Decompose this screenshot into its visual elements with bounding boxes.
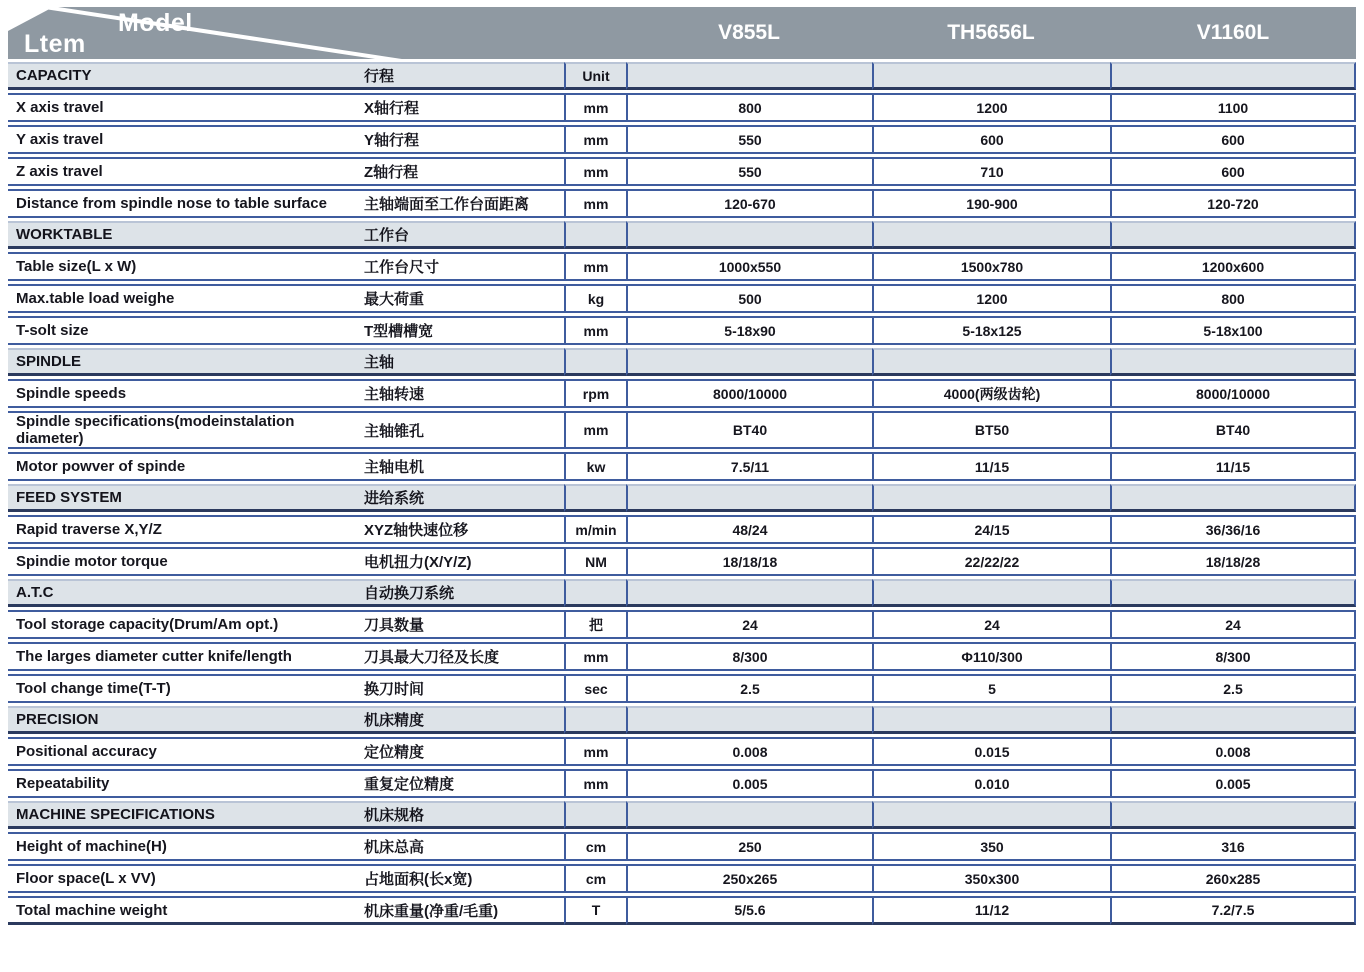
spec-value-v855l: 0.008: [626, 737, 872, 766]
spec-row: [8, 189, 1356, 218]
section-title-en: WORKTABLE: [8, 221, 364, 249]
spec-value-v1160l: 36/36/16: [1110, 515, 1356, 544]
spec-value-th5656l: 4000(两级齿轮): [872, 379, 1110, 408]
spec-row: [8, 316, 1356, 345]
section-title-en: MACHINE SPECIFICATIONS: [8, 801, 364, 829]
spec-name-zh: 最大荷重: [364, 284, 564, 313]
unit-column-header: [564, 484, 626, 512]
spec-row: [8, 896, 1356, 925]
spec-name-en: Tool change time(T-T): [8, 674, 364, 703]
spec-name-en: Positional accuracy: [8, 737, 364, 766]
section-header-row: [8, 348, 1356, 376]
spec-value-th5656l: 350x300: [872, 864, 1110, 893]
section-spacer-cell: [872, 62, 1110, 90]
spec-value-th5656l: 22/22/22: [872, 547, 1110, 576]
spec-name-zh: XYZ轴快速位移: [364, 515, 564, 544]
section-spacer-cell: [626, 348, 872, 376]
spec-unit: mm: [564, 93, 626, 122]
spec-name-zh: 定位精度: [364, 737, 564, 766]
section-spacer-cell: [1110, 62, 1356, 90]
section-header-row: [8, 801, 1356, 829]
model-axis-label: Model: [118, 9, 193, 37]
unit-column-header: [564, 348, 626, 376]
spec-value-v855l: 800: [626, 93, 872, 122]
spec-name-zh: T型槽槽宽: [364, 316, 564, 345]
section-spacer-cell: [626, 801, 872, 829]
spec-value-th5656l: 1500x780: [872, 252, 1110, 281]
spec-row: [8, 737, 1356, 766]
spec-value-v855l: 48/24: [626, 515, 872, 544]
section-spacer-cell: [872, 801, 1110, 829]
header-corner: [8, 7, 626, 59]
spec-row: [8, 252, 1356, 281]
spec-value-th5656l: 600: [872, 125, 1110, 154]
spec-value-th5656l: 5-18x125: [872, 316, 1110, 345]
spec-name-zh: 机床总高: [364, 832, 564, 861]
section-title-zh: 自动换刀系统: [364, 579, 564, 607]
spec-unit: cm: [564, 864, 626, 893]
spec-value-v1160l: 8000/10000: [1110, 379, 1356, 408]
spec-value-th5656l: 0.010: [872, 769, 1110, 798]
spec-unit: mm: [564, 642, 626, 671]
spec-name-zh: 主轴转速: [364, 379, 564, 408]
model-column-th5656l: TH5656L: [872, 7, 1110, 59]
spec-value-v855l: 18/18/18: [626, 547, 872, 576]
spec-value-v1160l: 24: [1110, 610, 1356, 639]
spec-value-v1160l: 260x285: [1110, 864, 1356, 893]
spec-value-v855l: 550: [626, 125, 872, 154]
model-column-v1160l: V1160L: [1110, 7, 1356, 59]
spec-unit: mm: [564, 411, 626, 449]
spec-unit: mm: [564, 125, 626, 154]
section-spacer-cell: [1110, 706, 1356, 734]
spec-value-v1160l: 316: [1110, 832, 1356, 861]
spec-name-zh: 换刀时间: [364, 674, 564, 703]
section-title-en: A.T.C: [8, 579, 364, 607]
spec-row: [8, 93, 1356, 122]
spec-value-th5656l: 710: [872, 157, 1110, 186]
item-axis-label: Ltem: [24, 30, 86, 58]
unit-column-header: [564, 221, 626, 249]
section-title-zh: 行程: [364, 62, 564, 90]
spec-value-v1160l: 800: [1110, 284, 1356, 313]
section-spacer-cell: [872, 706, 1110, 734]
spec-value-v1160l: BT40: [1110, 411, 1356, 449]
spec-value-v855l: 120-670: [626, 189, 872, 218]
spec-value-v855l: 0.005: [626, 769, 872, 798]
spec-unit: m/min: [564, 515, 626, 544]
spec-row: [8, 515, 1356, 544]
spec-value-th5656l: 5: [872, 674, 1110, 703]
section-spacer-cell: [1110, 348, 1356, 376]
section-spacer-cell: [872, 579, 1110, 607]
model-column-v855l: V855L: [626, 7, 872, 59]
section-title-zh: 进给系统: [364, 484, 564, 512]
table-header-row: [8, 7, 1356, 59]
section-spacer-cell: [626, 579, 872, 607]
diagonal-divider: [8, 7, 626, 59]
spec-name-zh: 占地面积(长x宽): [364, 864, 564, 893]
spec-value-v1160l: 600: [1110, 125, 1356, 154]
spec-value-v1160l: 2.5: [1110, 674, 1356, 703]
spec-value-v1160l: 18/18/28: [1110, 547, 1356, 576]
section-header-row: [8, 484, 1356, 512]
section-title-en: SPINDLE: [8, 348, 364, 376]
spec-value-th5656l: 1200: [872, 284, 1110, 313]
spec-name-en: Repeatability: [8, 769, 364, 798]
section-header-row: [8, 579, 1356, 607]
section-spacer-cell: [872, 221, 1110, 249]
spec-row: [8, 379, 1356, 408]
section-spacer-cell: [872, 348, 1110, 376]
spec-value-th5656l: 24: [872, 610, 1110, 639]
spec-name-en: Z axis travel: [8, 157, 364, 186]
spec-value-v1160l: 5-18x100: [1110, 316, 1356, 345]
spec-unit: mm: [564, 157, 626, 186]
spec-value-v855l: 250x265: [626, 864, 872, 893]
spec-unit: T: [564, 896, 626, 925]
spec-name-en: Tool storage capacity(Drum/Am opt.): [8, 610, 364, 639]
spec-value-v1160l: 120-720: [1110, 189, 1356, 218]
section-title-zh: 机床精度: [364, 706, 564, 734]
spec-name-zh: 刀具数量: [364, 610, 564, 639]
spec-name-en: X axis travel: [8, 93, 364, 122]
spec-value-v855l: 24: [626, 610, 872, 639]
spec-value-v1160l: 0.005: [1110, 769, 1356, 798]
spec-name-zh: Y轴行程: [364, 125, 564, 154]
spec-unit: cm: [564, 832, 626, 861]
spec-unit: mm: [564, 252, 626, 281]
spec-row: [8, 125, 1356, 154]
spec-value-v855l: 5-18x90: [626, 316, 872, 345]
spec-name-en: T-solt size: [8, 316, 364, 345]
section-title-en: FEED SYSTEM: [8, 484, 364, 512]
section-spacer-cell: [626, 62, 872, 90]
section-title-en: CAPACITY: [8, 62, 364, 90]
spec-name-en: Distance from spindle nose to table surface: [8, 189, 364, 218]
unit-column-header: [564, 706, 626, 734]
spec-row: [8, 411, 1356, 449]
spec-value-th5656l: BT50: [872, 411, 1110, 449]
spec-value-v855l: 2.5: [626, 674, 872, 703]
section-spacer-cell: [626, 484, 872, 512]
spec-name-en: Floor space(L x VV): [8, 864, 364, 893]
spec-value-v1160l: 8/300: [1110, 642, 1356, 671]
spec-row: [8, 864, 1356, 893]
spec-name-en: Total machine weight: [8, 896, 364, 925]
spec-value-v1160l: 1200x600: [1110, 252, 1356, 281]
spec-name-zh: X轴行程: [364, 93, 564, 122]
spec-value-th5656l: 24/15: [872, 515, 1110, 544]
spec-name-zh: 电机扭力(X/Y/Z): [364, 547, 564, 576]
section-header-row: [8, 221, 1356, 249]
spec-value-th5656l: 11/15: [872, 452, 1110, 481]
section-spacer-cell: [872, 484, 1110, 512]
section-title-zh: 机床规格: [364, 801, 564, 829]
spec-name-en: Motor powver of spinde: [8, 452, 364, 481]
section-spacer-cell: [626, 706, 872, 734]
spec-name-en: Rapid traverse X,Y/Z: [8, 515, 364, 544]
spec-row: [8, 769, 1356, 798]
spec-row: [8, 674, 1356, 703]
spec-row: [8, 610, 1356, 639]
spec-unit: rpm: [564, 379, 626, 408]
spec-unit: kw: [564, 452, 626, 481]
spec-name-en: The larges diameter cutter knife/length: [8, 642, 364, 671]
spec-unit: NM: [564, 547, 626, 576]
section-spacer-cell: [1110, 801, 1356, 829]
section-spacer-cell: [626, 221, 872, 249]
spec-name-en: Table size(L x W): [8, 252, 364, 281]
spec-name-zh: 机床重量(净重/毛重): [364, 896, 564, 925]
spec-value-v855l: 550: [626, 157, 872, 186]
spec-name-zh: 工作台尺寸: [364, 252, 564, 281]
spec-name-zh: 主轴锥孔: [364, 411, 564, 449]
spec-value-th5656l: 0.015: [872, 737, 1110, 766]
spec-value-v855l: 500: [626, 284, 872, 313]
spec-unit: 把: [564, 610, 626, 639]
unit-column-header: [564, 801, 626, 829]
spec-row: [8, 157, 1356, 186]
spec-name-en: Y axis travel: [8, 125, 364, 154]
spec-unit: sec: [564, 674, 626, 703]
spec-unit: mm: [564, 769, 626, 798]
spec-name-en: Max.table load weighe: [8, 284, 364, 313]
spec-value-th5656l: Φ110/300: [872, 642, 1110, 671]
section-spacer-cell: [1110, 221, 1356, 249]
spec-name-zh: 主轴端面至工作台面距离: [364, 189, 564, 218]
spec-name-zh: Z轴行程: [364, 157, 564, 186]
spec-name-en: Spindie motor torque: [8, 547, 364, 576]
spec-unit: mm: [564, 316, 626, 345]
spec-name-zh: 刀具最大刀径及长度: [364, 642, 564, 671]
spec-unit: mm: [564, 189, 626, 218]
spec-value-th5656l: 350: [872, 832, 1110, 861]
spec-value-v855l: 1000x550: [626, 252, 872, 281]
section-title-zh: 工作台: [364, 221, 564, 249]
spec-value-v855l: BT40: [626, 411, 872, 449]
spec-name-en: Spindle speeds: [8, 379, 364, 408]
spec-name-zh: 主轴电机: [364, 452, 564, 481]
spec-value-th5656l: 190-900: [872, 189, 1110, 218]
section-title-zh: 主轴: [364, 348, 564, 376]
spec-value-v1160l: 1100: [1110, 93, 1356, 122]
unit-column-header: [564, 579, 626, 607]
section-title-en: PRECISION: [8, 706, 364, 734]
spec-value-v1160l: 11/15: [1110, 452, 1356, 481]
spec-unit: mm: [564, 737, 626, 766]
section-header-row: [8, 62, 1356, 90]
spec-value-th5656l: 1200: [872, 93, 1110, 122]
spec-row: [8, 642, 1356, 671]
section-spacer-cell: [1110, 579, 1356, 607]
spec-value-v855l: 8000/10000: [626, 379, 872, 408]
section-spacer-cell: [1110, 484, 1356, 512]
spec-name-en: Height of machine(H): [8, 832, 364, 861]
spec-value-v1160l: 0.008: [1110, 737, 1356, 766]
section-header-row: [8, 706, 1356, 734]
spec-value-v1160l: 600: [1110, 157, 1356, 186]
spec-name-zh: 重复定位精度: [364, 769, 564, 798]
spec-unit: kg: [564, 284, 626, 313]
spec-value-v855l: 5/5.6: [626, 896, 872, 925]
spec-name-en: Spindle specifications(modeinstalation diameter): [8, 411, 364, 449]
spec-value-v1160l: 7.2/7.5: [1110, 896, 1356, 925]
spec-table: [8, 4, 1356, 928]
spec-row: [8, 832, 1356, 861]
spec-value-v855l: 7.5/11: [626, 452, 872, 481]
spec-row: [8, 284, 1356, 313]
spec-value-v855l: 8/300: [626, 642, 872, 671]
spec-row: [8, 547, 1356, 576]
spec-value-th5656l: 11/12: [872, 896, 1110, 925]
spec-value-v855l: 250: [626, 832, 872, 861]
spec-row: [8, 452, 1356, 481]
unit-column-header: Unit: [564, 62, 626, 90]
